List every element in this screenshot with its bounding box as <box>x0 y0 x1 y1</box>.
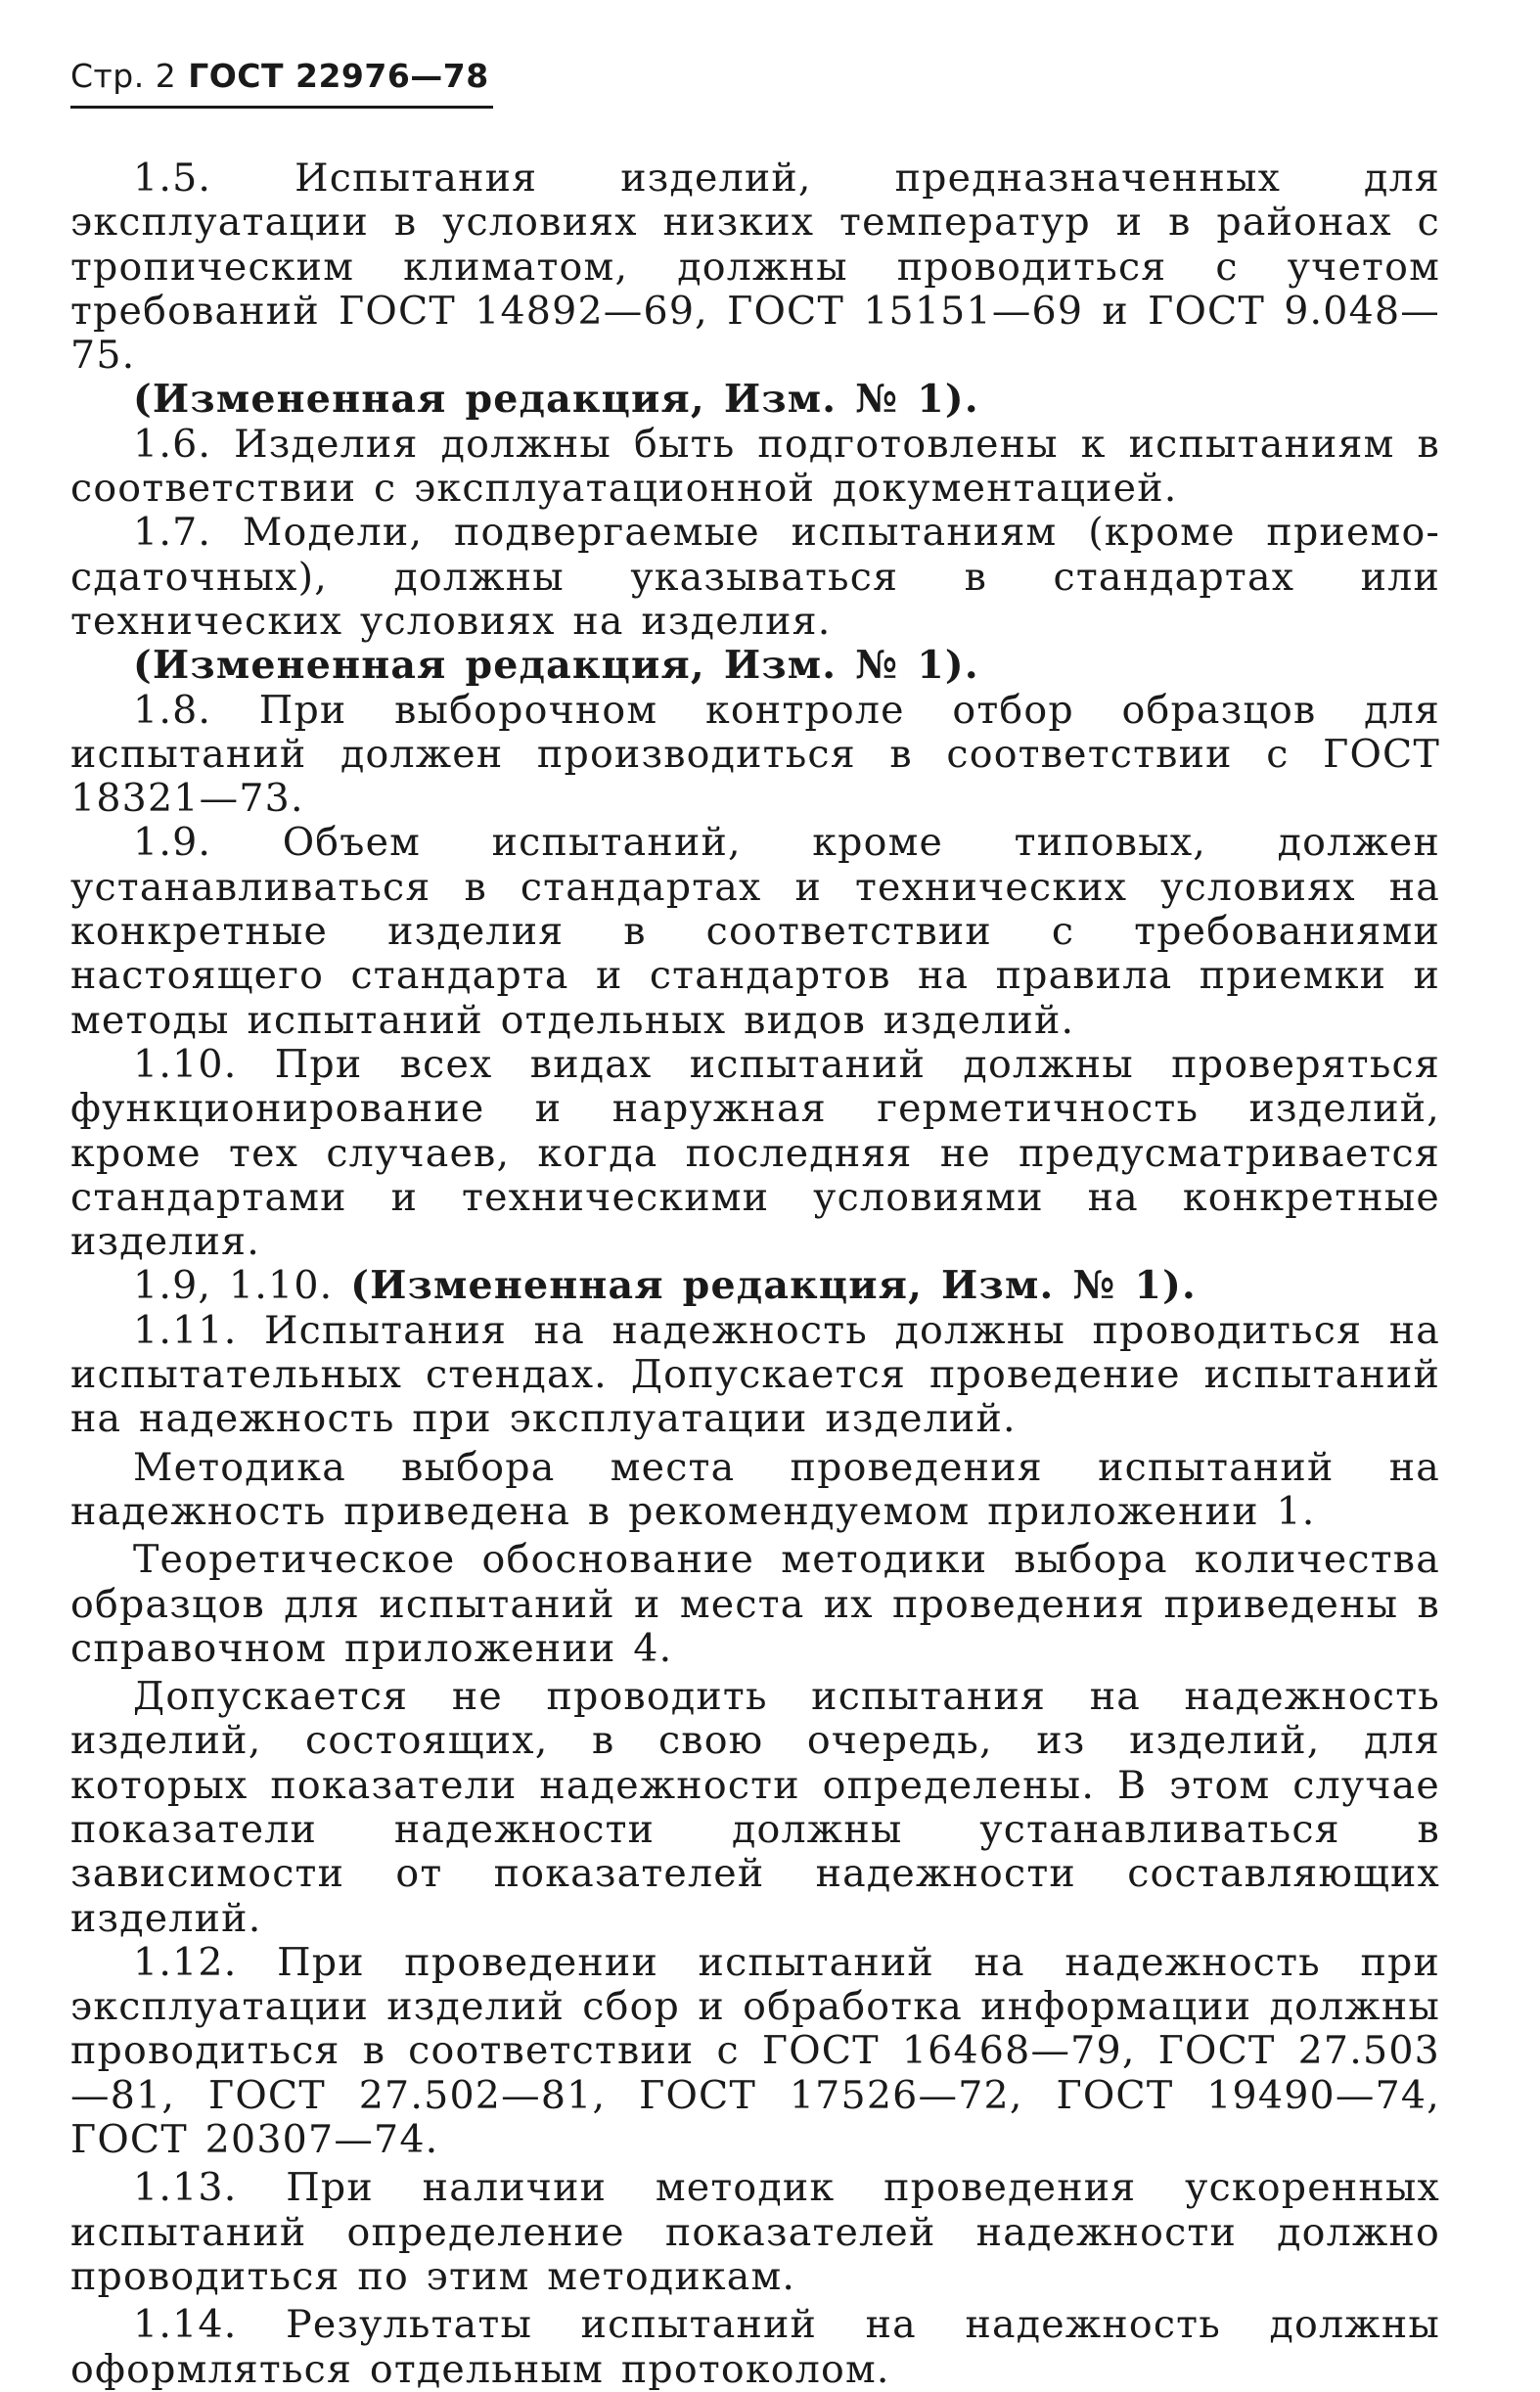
paragraph-1-11: 1.11. Испытания на надежность должны проводиться на испытательных стендах. Допускается проведение испытаний на надежность при эксплуатации изделий. <box>70 1307 1440 1442</box>
standard-number: ГОСТ 22976—78 <box>188 57 489 95</box>
amendment-note-text: (Измененная редакция, Изм. № 1). <box>350 1263 1197 1309</box>
paragraph-1-9: 1.9. Объем испытаний, кроме типовых, должен устанавливаться в стандартах и технических условиях на конкретные изделия в соответствии с требованиями настоящего стандарта и стандартов на правила приемки и методы испытаний отдельных видов изделий. <box>70 820 1440 1043</box>
page-number: Стр. 2 <box>70 57 177 95</box>
paragraph-1-12: 1.12. При проведении испытаний на надежность при эксплуатации изделий сбор и обработка информации должны проводиться в соответствии с ГОСТ 16468—79, ГОСТ 27.503—81, ГОСТ 27.502—81, ГОСТ 17526—72, ГОСТ 19490—74, ГОСТ 20307—74. <box>70 1939 1440 2163</box>
page-header <box>70 57 493 95</box>
paragraph-1-8: 1.8. При выборочном контроле отбор образцов для испытаний должен производиться в соответствии с ГОСТ 18321—73. <box>70 687 1440 822</box>
paragraph-1-13: 1.13. При наличии методик проведения ускоренных испытаний определение показателей надежности должно проводиться по этим методикам. <box>70 2165 1440 2299</box>
paragraph-1-14: 1.14. Результаты испытаний на надежность должны оформляться отдельным протоколом. <box>70 2302 1440 2392</box>
paragraph-1-11-exemption: Допускается не проводить испытания на надежность изделий, состоящих, в свою очередь, из изделий, для которых показатели надежности определены. В этом случае показатели надежности должны устанавливаться в зависимости от показателей надежности составляющих изделий. <box>70 1674 1440 1941</box>
amendment-note-prefix: 1.9, 1.10. <box>133 1263 334 1309</box>
amendment-note: (Измененная редакция, Изм. № 1). <box>133 377 979 423</box>
paragraph-1-5: 1.5. Испытания изделий, предназначенных для эксплуатации в условиях низких температур и в районах с тропическим климатом, должны проводиться с учетом требований ГОСТ 14892—69, ГОСТ 15151—69 и ГОСТ 9.048—75. <box>70 156 1440 379</box>
paragraph-1-11-method: Методика выбора места проведения испытаний на надежность приведена в рекомендуемом приложении 1. <box>70 1444 1440 1534</box>
amendment-note-1-9-1-10 <box>70 1264 1440 1308</box>
document-body <box>70 157 1440 2392</box>
paragraph-1-7: 1.7. Модели, подвергаемые испытаниям (кроме приемо-сдаточных), должны указываться в стандартах или технических условиях на изделия. <box>70 510 1440 644</box>
amendment-note: (Измененная редакция, Изм. № 1). <box>133 643 979 689</box>
paragraph-1-11-theory: Теоретическое обоснование методики выбора количества образцов для испытаний и места их проведения приведены в справочном приложении 4. <box>70 1537 1440 1671</box>
header-rule <box>70 106 493 109</box>
paragraph-1-6: 1.6. Изделия должны быть подготовлены к испытаниям в соответствии с эксплуатационной документацией. <box>70 421 1440 512</box>
paragraph-1-10: 1.10. При всех видах испытаний должны проверяться функционирование и наружная герметичность изделий, кроме тех случаев, когда последняя не предусматривается стандартами и техническими условиями на конкретные изделия. <box>70 1041 1440 1265</box>
